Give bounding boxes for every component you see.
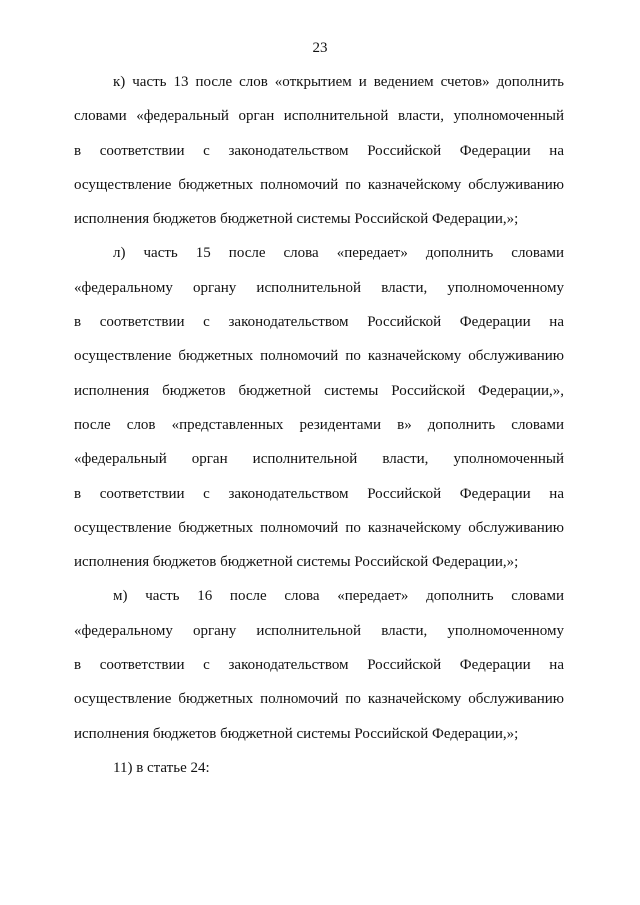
text-line: л) часть 15 после слова «передает» дополнить словами: [113, 245, 564, 262]
text-line: осуществление бюджетных полномочий по казначейскому обслуживанию: [74, 176, 564, 193]
text-line: словами «федеральный орган исполнительной власти, уполномоченный: [74, 108, 564, 125]
text-line: после слов «представленных резидентами в» дополнить словами: [74, 416, 564, 433]
text-line: исполнения бюджетов бюджетной системы Российской Федерации,»;: [74, 211, 519, 228]
text-line: к) часть 13 после слов «открытием и ведением счетов» дополнить: [113, 74, 564, 90]
text-line: в соответствии с законодательством Российской Федерации на: [74, 314, 564, 331]
text-line: осуществление бюджетных полномочий по казначейскому обслуживанию: [74, 519, 564, 536]
page-number: 23: [312, 40, 328, 56]
text-line: исполнения бюджетов бюджетной системы Российской Федерации,»;: [74, 554, 519, 571]
text-line: «федеральному органу исполнительной власти, уполномоченному: [74, 279, 564, 296]
text-line: исполнения бюджетов бюджетной системы Российской Федерации,»;: [74, 725, 519, 742]
text-line: осуществление бюджетных полномочий по казначейскому обслуживанию: [74, 348, 564, 365]
text-line: в соответствии с законодательством Российской Федерации на: [74, 657, 564, 674]
text-line: в соответствии с законодательством Российской Федерации на: [74, 142, 564, 159]
text-line: «федеральному органу исполнительной власти, уполномоченному: [74, 622, 564, 639]
document-body: [74, 72, 564, 792]
text-line: «федеральный орган исполнительной власти, уполномоченный: [74, 451, 564, 468]
text-line: осуществление бюджетных полномочий по казначейскому обслуживанию: [74, 691, 564, 708]
text-line: м) часть 16 после слова «передает» дополнить словами: [113, 588, 564, 605]
text-line: в соответствии с законодательством Российской Федерации на: [74, 485, 564, 502]
text-line: 11) в статье 24:: [113, 759, 210, 776]
text-line: исполнения бюджетов бюджетной системы Российской Федерации,»,: [74, 382, 564, 399]
